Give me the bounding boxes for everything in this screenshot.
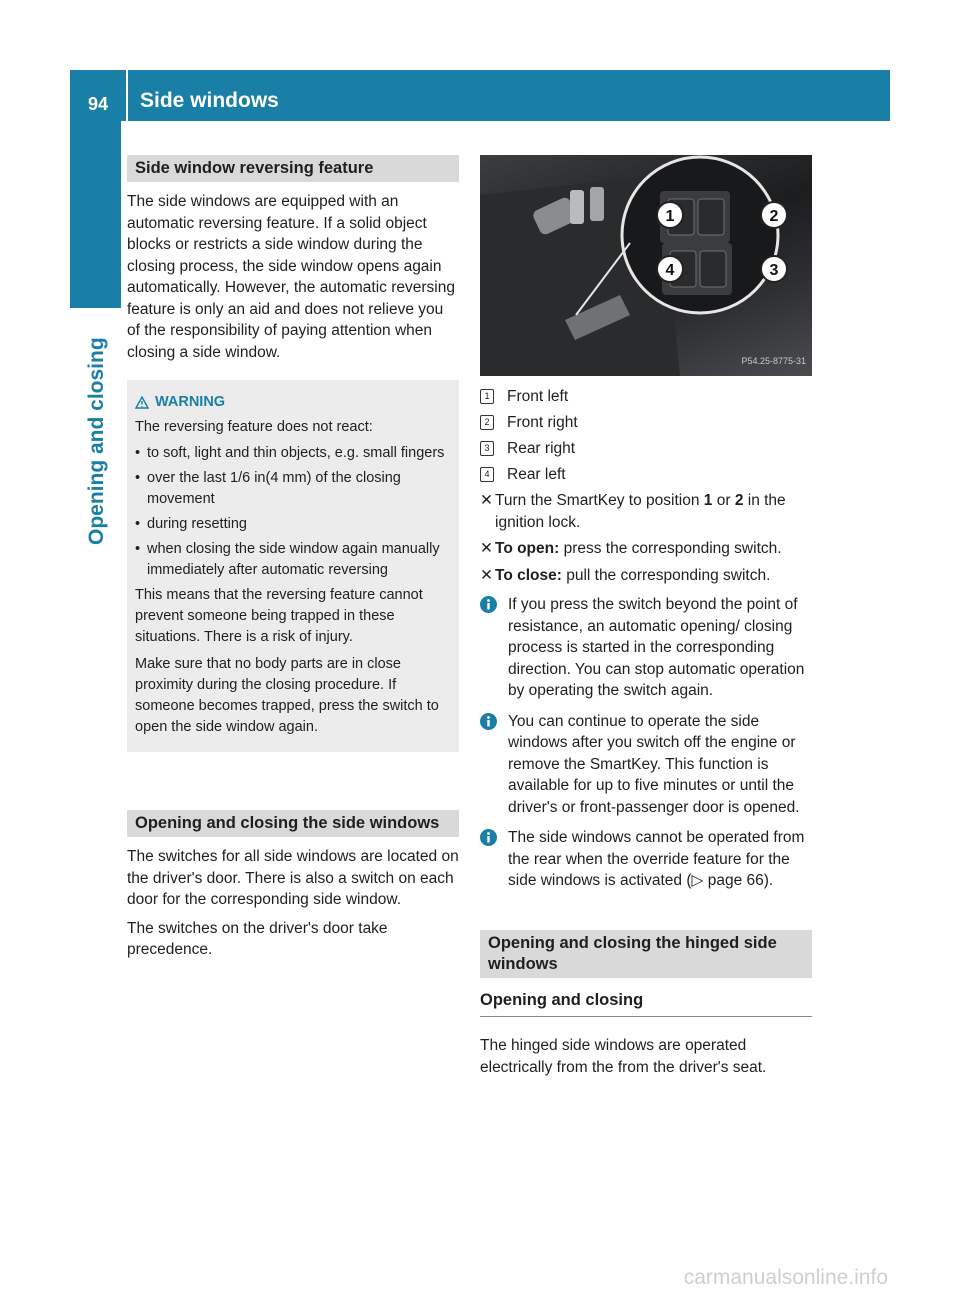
warning-bullet-text: to soft, light and thin objects, e.g. small fingers — [147, 445, 445, 461]
warning-triangle-icon — [135, 396, 149, 409]
side-tab — [70, 121, 121, 308]
info-icon — [480, 596, 497, 613]
chapter-heading: Side windows — [140, 89, 279, 112]
legend-label: Rear left — [507, 466, 566, 483]
warning-bullet: • when closing the side window again manually immediately after automatic reversing — [135, 539, 451, 581]
step-text: Turn the SmartKey to position — [495, 492, 704, 509]
step-text: pull the corresponding switch. — [561, 566, 771, 584]
page-number: 94 — [88, 94, 109, 114]
legend-number: 3 — [480, 441, 494, 456]
warning-title — [135, 392, 451, 413]
step-smartkey — [480, 490, 812, 533]
watermark: carmanualsonline.info — [683, 1266, 888, 1289]
step-bold: To close: — [495, 566, 562, 584]
step-arrow-icon: ✕ — [480, 566, 493, 584]
step-bold: 2 — [734, 492, 744, 509]
warning-title-text: WARNING — [155, 394, 226, 410]
hinged-body: The hinged side windows are operated electrically from the from the driver's seat. — [480, 1037, 767, 1076]
warning-bullet: • over the last 1/6 in(4 mm) of the closing movement — [135, 468, 451, 510]
step-text: press the corresponding switch. — [559, 540, 782, 557]
subsection-title: Opening and closing — [480, 990, 812, 1018]
right-column — [480, 155, 812, 1085]
step-text: in the ignition lock. — [495, 492, 786, 531]
step-close — [480, 565, 812, 587]
legend-number: 1 — [480, 389, 494, 404]
warning-bullet: • to soft, light and thin objects, e.g. small fingers — [135, 443, 451, 464]
opening-closing-para-2: The switches on the driver's door take precedence. — [127, 919, 388, 958]
warning-bullet-text: during resetting — [147, 516, 247, 532]
info-icon — [480, 829, 497, 846]
section-title-opening-closing: Opening and closing the side windows — [127, 810, 459, 837]
legend-item — [480, 412, 812, 434]
header-bar — [70, 70, 890, 121]
header-divider — [126, 70, 128, 121]
callout-2: 2 — [769, 208, 779, 225]
legend-item — [480, 438, 812, 460]
door-switch-illustration — [480, 155, 812, 376]
reversing-body: The side windows are equipped with an automatic reversing feature. If a solid object blocks or restricts a side window during the closing process, the side window opens again automatically. However, the automatic reversing feature is only an aid and does not relieve you of the responsibility of paying attention when closing a side window. — [127, 193, 455, 361]
warning-bullet: • during resetting — [135, 514, 451, 535]
legend-item — [480, 386, 812, 408]
step-arrow-icon: ✕ — [480, 492, 493, 509]
warning-para-2: Make sure that no body parts are in close proximity during the closing procedure. If someone becomes trapped, press the switch to open the side window again. — [135, 656, 439, 735]
legend-number: 2 — [480, 415, 494, 430]
side-chapter-label: Opening and closing — [85, 337, 108, 545]
legend-label: Front left — [507, 388, 569, 405]
opening-closing-para-1: The switches for all side windows are located on the driver's door. There is also a switch on each door for the corresponding side window. — [127, 848, 459, 908]
callout-1: 1 — [665, 208, 675, 225]
legend-label: Front right — [507, 414, 578, 431]
page-ref-link[interactable]: page 66 — [707, 872, 764, 889]
section-title-reversing: Side window reversing feature — [127, 155, 459, 182]
warning-bullet-text: over the last 1/6 in(4 mm) of the closing movement — [147, 470, 401, 507]
step-text: or — [712, 492, 735, 509]
info-note — [480, 827, 812, 892]
info-text: The side windows cannot be operated from the rear when the override feature for the side windows is activated ( — [508, 829, 805, 889]
step-bold: 1 — [703, 492, 713, 509]
info-text: ). — [763, 872, 774, 889]
page-ref-icon: ▷ — [691, 872, 704, 889]
legend-item — [480, 464, 812, 486]
warning-para-1: This means that the reversing feature cannot prevent someone being trapped in these situations. There is a risk of injury. — [135, 587, 423, 645]
info-note — [480, 594, 812, 702]
warning-bullet-text: when closing the side window again manually immediately after automatic reversing — [147, 541, 440, 578]
info-text: If you press the switch beyond the point of resistance, an automatic opening/ closing process is started in the corresponding direction. You can stop automatic operation by operating the switch again. — [508, 596, 805, 699]
info-icon — [480, 713, 497, 730]
warning-box — [127, 380, 459, 752]
info-text: You can continue to operate the side windows after you switch off the engine or remove the SmartKey. This function is available for up to five minutes or until the driver's or front-passenger door is opened. — [508, 712, 800, 816]
left-column — [127, 155, 459, 968]
legend-label: Rear right — [507, 440, 576, 457]
section-title-hinged: Opening and closing the hinged side windows — [480, 930, 812, 978]
callout-3: 3 — [769, 262, 779, 279]
image-code: P54.25-8775-31 — [741, 355, 806, 366]
info-note — [480, 711, 812, 819]
door-switch-photo — [480, 155, 812, 376]
step-arrow-icon: ✕ — [480, 540, 493, 557]
callout-4: 4 — [665, 262, 675, 279]
step-open — [480, 538, 812, 560]
warning-intro: The reversing feature does not react: — [135, 419, 373, 435]
step-bold: To open: — [495, 540, 560, 557]
legend-number: 4 — [480, 467, 494, 482]
